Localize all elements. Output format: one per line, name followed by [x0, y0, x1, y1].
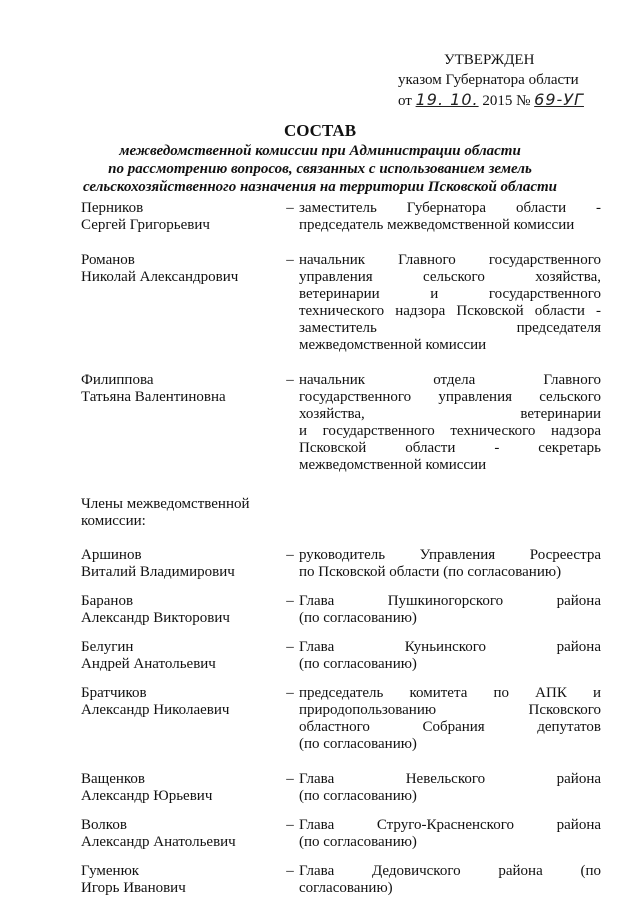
position-line: Глава Невельского района	[299, 771, 601, 787]
member-surname: Романов	[81, 252, 135, 268]
title-line: сельскохозяйственного назначения на территории Псковской области	[82, 179, 558, 195]
member-surname: Белугин	[81, 639, 134, 655]
position-line: заместитель Губернатора области -	[299, 200, 601, 216]
member-name	[81, 863, 281, 897]
position-line: руководитель Управления Росреестра	[299, 547, 601, 563]
member-surname: Ващенков	[81, 771, 146, 787]
position-line: управления сельского хозяйства,	[299, 269, 601, 285]
dash-separator: –	[286, 547, 294, 563]
member-position	[299, 685, 601, 753]
position-line: председатель межведомственной комиссии	[299, 217, 575, 233]
member-name	[81, 817, 281, 851]
member-position	[299, 372, 601, 474]
member-given-names: Александр Викторович	[81, 610, 230, 626]
dash-separator: –	[286, 817, 294, 833]
dash-separator: –	[286, 639, 294, 655]
position-line: природопользованию Псковского	[299, 702, 601, 718]
members-header	[81, 496, 601, 530]
commission-member-row	[81, 685, 601, 753]
title-main: СОСТАВ	[283, 121, 357, 140]
dash-separator: –	[286, 771, 294, 787]
member-given-names: Александр Анатольевич	[81, 834, 236, 850]
position-line: (по согласованию)	[299, 610, 417, 626]
commission-list	[81, 200, 601, 909]
position-line: согласованию)	[299, 880, 393, 896]
position-line: межведомственной комиссии	[299, 337, 487, 353]
dash-separator: –	[286, 863, 294, 879]
dash-separator: –	[286, 252, 294, 268]
date-prefix: от	[398, 93, 412, 109]
dash-separator: –	[286, 200, 294, 216]
member-position	[299, 252, 601, 354]
member-position	[299, 593, 601, 627]
handwritten-date: 19. 10.	[415, 90, 479, 109]
dash-separator: –	[286, 593, 294, 609]
member-position	[299, 547, 601, 581]
position-line: начальник отдела Главного	[299, 372, 601, 388]
commission-member-row	[81, 771, 601, 805]
member-given-names: Виталий Владимирович	[81, 564, 235, 580]
position-line: (по согласованию)	[299, 736, 417, 752]
position-line: и государственного технического надзора	[299, 423, 601, 439]
position-line: (по согласованию)	[299, 788, 417, 804]
commission-member-row	[81, 372, 601, 474]
position-line: по Псковской области (по согласованию)	[299, 564, 562, 580]
member-given-names: Игорь Иванович	[81, 880, 186, 896]
member-surname: Баранов	[81, 593, 134, 609]
commission-member-row	[81, 593, 601, 627]
member-name	[81, 547, 281, 581]
position-line: Глава Пушкиногорского района	[299, 593, 601, 609]
member-given-names: Сергей Григорьевич	[81, 217, 210, 233]
commission-member-row	[81, 817, 601, 851]
position-line: Глава Дедовичского района (по	[299, 863, 601, 879]
members-header-line: комиссии:	[81, 513, 146, 529]
approval-stamp	[390, 50, 620, 111]
approved-label: УТВЕРЖДЕН	[444, 52, 535, 68]
member-surname: Аршинов	[81, 547, 142, 563]
member-name	[81, 593, 281, 627]
dash-separator: –	[286, 685, 294, 701]
member-given-names: Александр Юрьевич	[81, 788, 213, 804]
commission-member-row	[81, 252, 601, 354]
member-given-names: Александр Николаевич	[81, 702, 230, 718]
position-line: (по согласованию)	[299, 834, 417, 850]
member-position	[299, 817, 601, 851]
title-line: межведомственной комиссии при Администрации области	[119, 143, 521, 159]
member-name	[81, 771, 281, 805]
commission-member-row	[81, 200, 601, 234]
position-line: ветеринарии и государственного	[299, 286, 601, 302]
member-name	[81, 252, 281, 354]
position-line: межведомственной комиссии	[299, 457, 487, 473]
handwritten-number: 69-УГ	[534, 90, 584, 109]
member-position	[299, 639, 601, 673]
document-title	[60, 122, 580, 196]
decree-year: 2015 №	[482, 93, 531, 109]
member-surname: Филиппова	[81, 372, 154, 388]
position-line: Глава Куньинского района	[299, 639, 601, 655]
commission-member-row	[81, 863, 601, 897]
position-line: областного Собрания депутатов	[299, 719, 601, 735]
position-line: технического надзора Псковской области -	[299, 303, 601, 319]
member-position	[299, 863, 601, 897]
member-name	[81, 200, 281, 234]
member-position	[299, 200, 601, 234]
member-surname: Гуменюк	[81, 863, 140, 879]
position-line: начальник Главного государственного	[299, 252, 601, 268]
members-header-line: Члены межведомственной	[81, 496, 250, 512]
member-given-names: Андрей Анатольевич	[81, 656, 216, 672]
member-position	[299, 771, 601, 805]
commission-member-row	[81, 547, 601, 581]
title-line: по рассмотрению вопросов, связанных с использованием земель	[108, 161, 532, 177]
position-line: заместитель председателя	[299, 320, 601, 336]
member-name	[81, 639, 281, 673]
position-line: (по согласованию)	[299, 656, 417, 672]
position-line: государственного управления сельского	[299, 389, 601, 405]
member-surname: Волков	[81, 817, 127, 833]
approved-by: указом Губернатора области	[398, 72, 579, 88]
position-line: Псковской области - секретарь	[299, 440, 601, 456]
member-given-names: Татьяна Валентиновна	[81, 389, 226, 405]
member-surname: Перников	[81, 200, 144, 216]
member-name	[81, 685, 281, 753]
position-line: председатель комитета по АПК и	[299, 685, 601, 701]
position-line: хозяйства, ветеринарии	[299, 406, 601, 422]
member-name	[81, 372, 281, 474]
position-line: Глава Струго-Красненского района	[299, 817, 601, 833]
commission-member-row	[81, 639, 601, 673]
approval-date-line	[398, 90, 620, 111]
member-given-names: Николай Александрович	[81, 269, 239, 285]
dash-separator: –	[286, 372, 294, 388]
member-surname: Братчиков	[81, 685, 147, 701]
